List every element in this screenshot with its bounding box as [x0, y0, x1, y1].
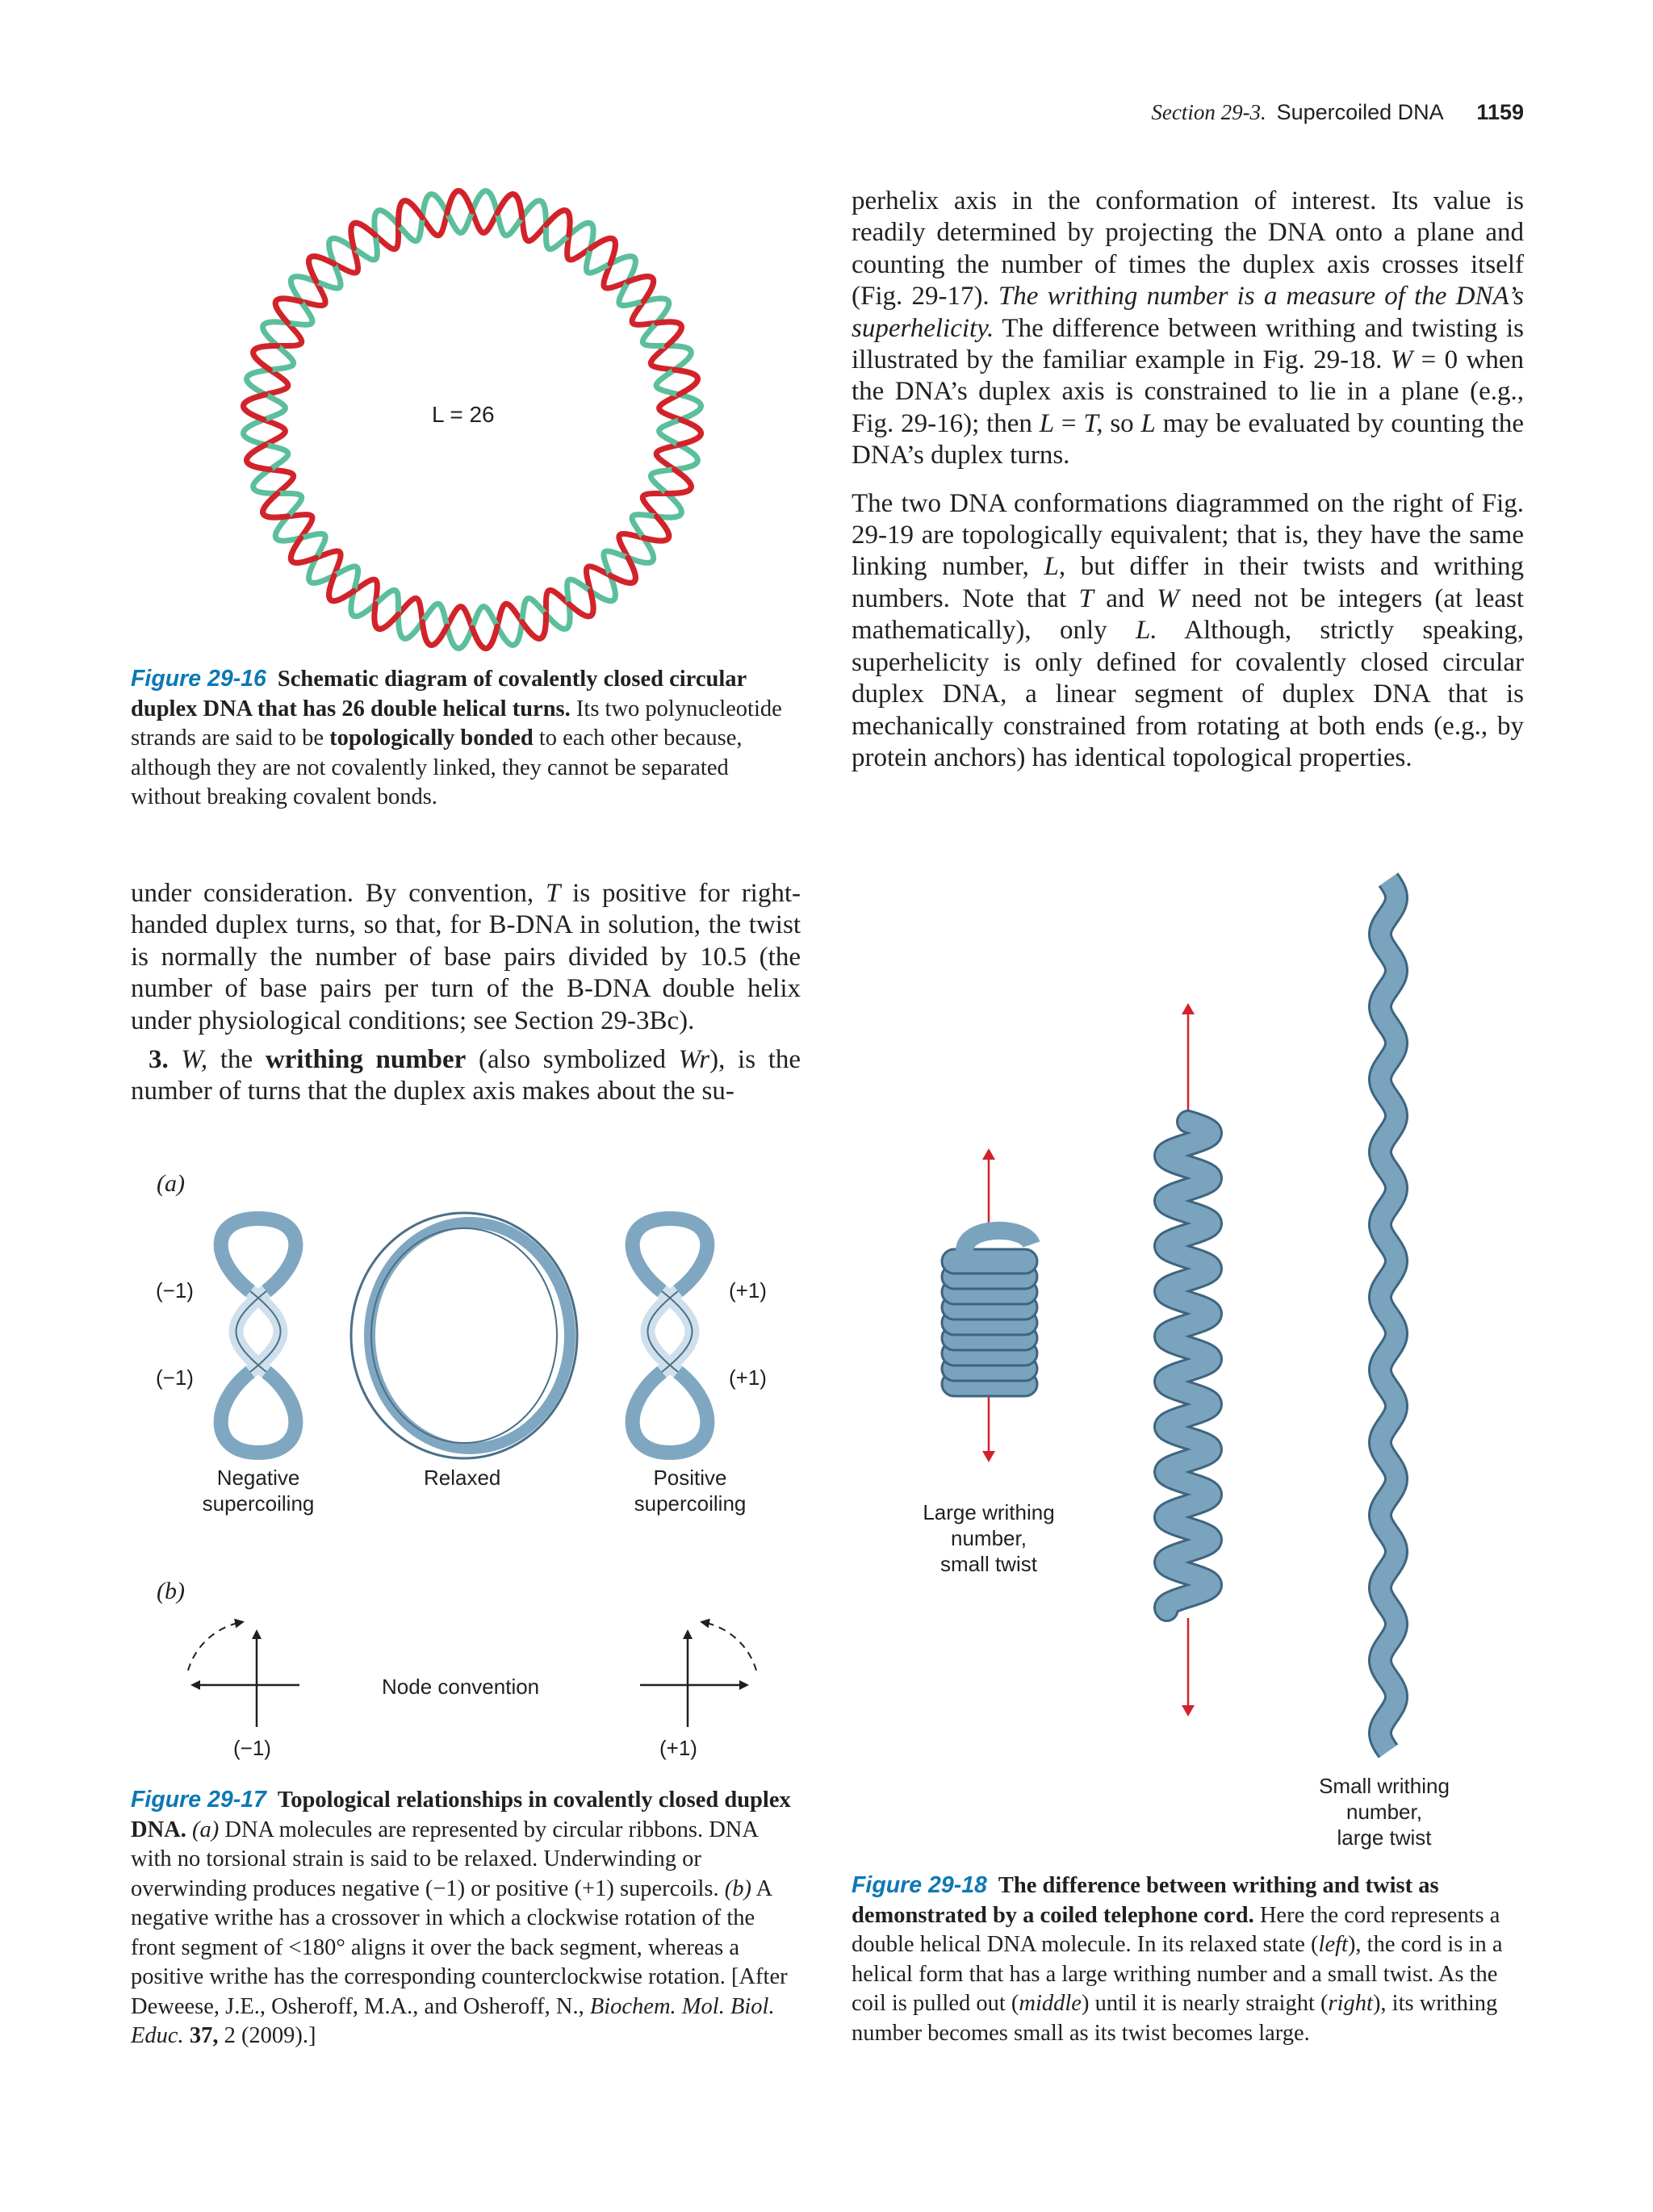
page-number: 1159	[1476, 100, 1524, 124]
coil-loop	[942, 1249, 1037, 1273]
negative-node	[188, 1622, 299, 1727]
text: but differ in their twists and writhing numbers. Note that	[852, 552, 1525, 613]
pos-node-label-bottom: (+1)	[729, 1365, 767, 1390]
strand-red-segment	[610, 558, 635, 583]
right-column-text	[852, 186, 1524, 774]
back-strand	[221, 1219, 296, 1453]
symbol-wr: Wr	[678, 1045, 710, 1075]
caption-text: ) until it is nearly straight (	[1081, 1991, 1329, 2016]
bold-term: writhing number	[265, 1045, 467, 1075]
positive-node	[640, 1622, 756, 1727]
text: may be evaluated by counting the DNA’s duplex turns.	[852, 408, 1525, 470]
node-positive-label: (+1)	[659, 1736, 697, 1760]
text: so	[1110, 408, 1134, 438]
caption-text: 2 (2009).]	[224, 2023, 316, 2048]
strand-red-segment	[375, 604, 399, 629]
panel-ref: (b)	[724, 1875, 751, 1901]
symbol-l: L.	[1136, 616, 1157, 646]
negative-supercoiling-label	[194, 1465, 323, 1516]
caption-italic: left	[1318, 1932, 1348, 1957]
neg-node-label-bottom: (−1)	[156, 1365, 194, 1390]
caption-italic: right	[1328, 1991, 1373, 2016]
header-section: Section 29-3.	[1151, 100, 1266, 124]
coil-top-end	[965, 1231, 1032, 1251]
list-number: 3.	[149, 1045, 169, 1075]
caption-text: ), the cord is in a helical form that has a large writhing number and a small twist. As the coil is pulled out (	[852, 1932, 1503, 2016]
journal-name: Biochem. Mol. Biol. Educ.	[131, 1993, 775, 2048]
text: Although, strictly speaking, superhelicity is only defined for covalently closed circular duplex DNA, a linear segment of duplex DNA that is mechanically constrained from rotating at both ends (e.g., by protein anchors) has identical topological properties.	[852, 616, 1524, 772]
negative-supercoil-ribbon	[221, 1219, 296, 1453]
caption-title: Schematic diagram of covalently closed circular duplex DNA that has 26 double helical turns.	[131, 667, 747, 721]
strand-red-segment	[263, 493, 288, 517]
paragraph	[852, 186, 1524, 472]
strand-red-segment	[309, 257, 334, 282]
caption-text: to each other because, although they are not covalently linked, they cannot be separated without breaking covalent bonds.	[131, 725, 743, 809]
label-line: number,	[1346, 1800, 1422, 1824]
figure-29-16-caption	[131, 664, 801, 813]
caption-italic: middle	[1019, 1991, 1082, 2016]
strand-red-segment	[247, 445, 270, 470]
figure-label: Figure 29-18	[852, 1872, 987, 1898]
text: the	[220, 1045, 253, 1075]
caption-text: DNA molecules are represented by circular ribbons. DNA with no torsional strain is said to be relaxed. Underwinding or overwinding produces negative (−1) or positive (+1) supercoils.	[131, 1817, 758, 1901]
pos-node-label-top: (+1)	[729, 1278, 767, 1303]
panel-a-label: (a)	[157, 1170, 185, 1197]
text: The two DNA conformations diagrammed on the right of Fig. 29-19 are topologically equivalent; that is, they have the same linking number,	[852, 488, 1524, 582]
telephone-cord-diagram	[888, 872, 1453, 1759]
strand-red-segment	[656, 322, 681, 346]
journal-volume: 37,	[189, 2023, 219, 2048]
relaxed-label: Relaxed	[424, 1466, 501, 1490]
label-line: Large writhing	[923, 1500, 1055, 1524]
text: (also symbolized	[479, 1045, 666, 1075]
text: The difference between writhing and twisting is illustrated by the familiar example in Fig. 29-18.	[852, 313, 1524, 375]
label-line: Small writhing	[1319, 1774, 1450, 1798]
symbol-w: W,	[181, 1045, 208, 1075]
text: under consideration. By convention,	[131, 879, 534, 908]
small-writhing-label	[1295, 1773, 1473, 1850]
text: is positive for right-handed duplex turns, so that, for B-DNA in solution, the twist is normally the number of base pairs divided by 10.5 (the number of base pairs per turn of the B-DNA double helix under physiological conditions; see Section 29-3Bc).	[131, 879, 801, 1035]
strand-red-segment	[244, 395, 266, 420]
symbol-t: T	[1078, 583, 1094, 613]
symbol-w: W	[1157, 583, 1179, 613]
caption-text: Its two polynucleotide strands are said to be	[131, 696, 782, 751]
text: and	[1106, 583, 1145, 613]
italic-text: The writhing number is a measure of the DNA’s superhelicity.	[852, 282, 1524, 343]
node-negative-label: (−1)	[233, 1736, 271, 1760]
strand-red-segment	[472, 626, 497, 648]
node-convention-label: Node convention	[382, 1675, 540, 1699]
figure-29-17-caption	[131, 1785, 801, 2051]
panel-ref: (a)	[192, 1817, 220, 1842]
positive-supercoiling-label	[626, 1465, 755, 1516]
text: =	[1061, 408, 1077, 438]
caption-text: ), its writhing number becomes small as its twist becomes large.	[852, 1991, 1498, 2046]
caption-title: Topological relationships in covalently closed duplex DNA.	[131, 1788, 791, 1842]
strand-red-segment	[643, 516, 668, 541]
back-strand	[633, 1219, 708, 1453]
straight-cord-edge	[1380, 880, 1396, 1751]
strand-red-segment	[546, 211, 570, 236]
figure-29-18-caption	[852, 1871, 1524, 2048]
strand-red-segment	[667, 470, 691, 494]
header-title: Supercoiled DNA	[1276, 100, 1444, 124]
strand-red-segment	[253, 346, 278, 370]
label-line: supercoiling	[202, 1491, 315, 1516]
paragraph	[131, 1044, 801, 1108]
left-column-text	[131, 878, 801, 1108]
strand-red-segment	[447, 191, 472, 213]
caption-title: The difference between writhing and twist as demonstrated by a coiled telephone cord.	[852, 1873, 1439, 1928]
label-line: Positive	[653, 1466, 727, 1490]
running-header	[807, 98, 1524, 126]
neg-node-label-top: (−1)	[156, 1278, 194, 1303]
figure-label: Figure 29-16	[131, 666, 266, 692]
linking-number-label: L = 26	[432, 402, 495, 427]
text: = 0 when the DNA’s duplex axis is constrained to lie in a plane (e.g., Fig. 29-16); then	[852, 345, 1525, 438]
strand-red-segment	[679, 420, 701, 445]
supercoiling-ribbons	[194, 1202, 791, 1469]
strand-red-segment	[351, 223, 375, 248]
symbol-l: L	[1140, 408, 1156, 438]
text: ), is the number of turns that the duplex axis makes about the su-	[131, 1045, 801, 1106]
strand-red-segment	[675, 370, 698, 395]
strand-red-segment	[422, 622, 447, 646]
label-line: number,	[951, 1526, 1027, 1550]
text: perhelix axis in the conformation of interest. Its value is readily determined by projecting the DNA onto a plane and counting the number of times the duplex axis crosses itself (Fig. 29-17).	[852, 186, 1524, 312]
strand-red-segment	[275, 299, 300, 323]
caption-bold-term: topologically bonded	[329, 725, 534, 751]
strand-red-segment	[522, 614, 546, 638]
symbol-l: L	[1039, 408, 1055, 438]
strand-red-segment	[497, 194, 522, 218]
relaxed-ring	[351, 1213, 577, 1458]
label-line: large twist	[1337, 1825, 1432, 1850]
symbol-l: L,	[1044, 552, 1066, 582]
text: need not be integers (at least mathematically), only	[852, 583, 1524, 646]
strand-red-segment	[569, 591, 593, 616]
paragraph	[131, 878, 801, 1037]
label-line: supercoiling	[634, 1491, 747, 1516]
symbol-t: T	[545, 879, 561, 908]
panel-b-label: (b)	[157, 1578, 185, 1604]
positive-supercoil-ribbon	[633, 1219, 708, 1453]
large-writhing-label	[904, 1499, 1073, 1577]
figure-label: Figure 29-17	[131, 1787, 266, 1813]
caption-text: A negative writhe has a crossover in which a clockwise rotation of the front segment of <180° aligns it over the back segment, whereas a positive writhe has the corresponding counterclockwise rotation. [After Deweese, J.E., Osheroff, M.A., and Osheroff, N.,	[131, 1875, 788, 2019]
strand-red-segment	[399, 201, 423, 225]
paragraph	[852, 488, 1524, 775]
caption-text: Here the cord represents a double helical DNA molecule. In its relaxed state (	[852, 1902, 1500, 1957]
coiled-cord	[942, 1231, 1037, 1396]
label-line: Negative	[216, 1466, 300, 1490]
symbol-t: T,	[1083, 408, 1103, 438]
symbol-w: W	[1390, 345, 1413, 375]
label-line: small twist	[940, 1552, 1037, 1576]
